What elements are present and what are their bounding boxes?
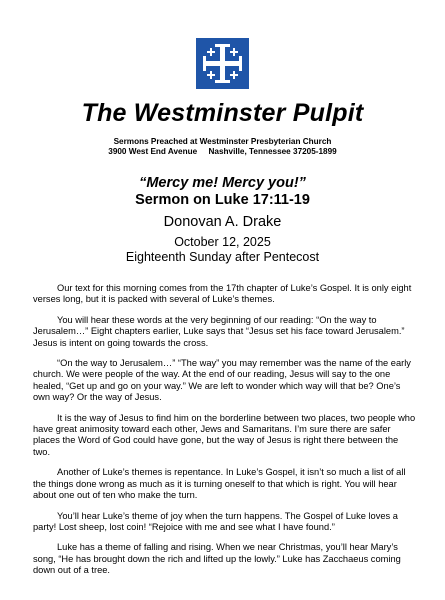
jerusalem-cross-icon [196, 38, 249, 89]
sermon-title: “Mercy me! Mercy you!” [139, 175, 306, 191]
church-logo [196, 38, 249, 89]
body-paragraph: Our text for this morning comes from the 17th chapter of Luke’s Gospel. It is only eight verses long, but it is packed with several of Luke’s themes. [33, 283, 412, 305]
sermon-date: October 12, 2025 [174, 235, 271, 249]
body-paragraph: “On the way to Jerusalem…” “The way” you may remember was the name of the early church. We were people of the way. At the end of our reading, Jesus will say to the one healed, “Get up and go on your way.” We are left to wonder which way will that be? One’s own way? Or the way of Jesus. [33, 358, 411, 403]
sermon-scripture: Sermon on Luke 17:11-19 [135, 192, 310, 208]
body-paragraph: It is the way of Jesus to find him on the borderline between two places, two people who have great animosity toward each other, Jews and Samaritans. I’m sure there are safer places the Word of God could have gone, but the way of Jesus is right there between the two. [33, 412, 416, 457]
body-paragraph: Luke has a theme of falling and rising. When we near Christmas, you’ll hear Mary’s song, “He has brought down the rich and lifted up the lowly.” Luke has Zacchaeus coming down out of a tree. [33, 542, 401, 576]
church-name: Sermons Preached at Westminster Presbyterian Church [113, 137, 332, 146]
body-paragraph: You’ll hear Luke’s theme of joy when the turn happens. The Gospel of Luke loves a party! Lost sheep, lost coin! “Rejoice with me and see what I have found.” [33, 510, 398, 532]
publication-title: The Westminster Pulpit [81, 99, 364, 127]
body-paragraph: You will hear these words at the very beginning of our reading: “On the way to Jerusalem…” Eight chapters earlier, Luke says that “Jesus set his face toward Jerusalem.” Jesus is intent on going towards the cross. [33, 314, 405, 348]
preacher-name: Donovan A. Drake [163, 214, 282, 230]
church-address: 3900 West End Avenue Nashville, Tennessee 37205-1899 [108, 147, 337, 156]
liturgical-occasion: Eighteenth Sunday after Pentecost [125, 250, 320, 264]
sermon-body [33, 283, 417, 586]
body-paragraph: Another of Luke’s themes is repentance. In Luke’s Gospel, it isn’t so much a list of all the things done wrong as much as it is turning oneself to that which is right. You will hear about one out of ten who make the turn. [33, 467, 406, 501]
